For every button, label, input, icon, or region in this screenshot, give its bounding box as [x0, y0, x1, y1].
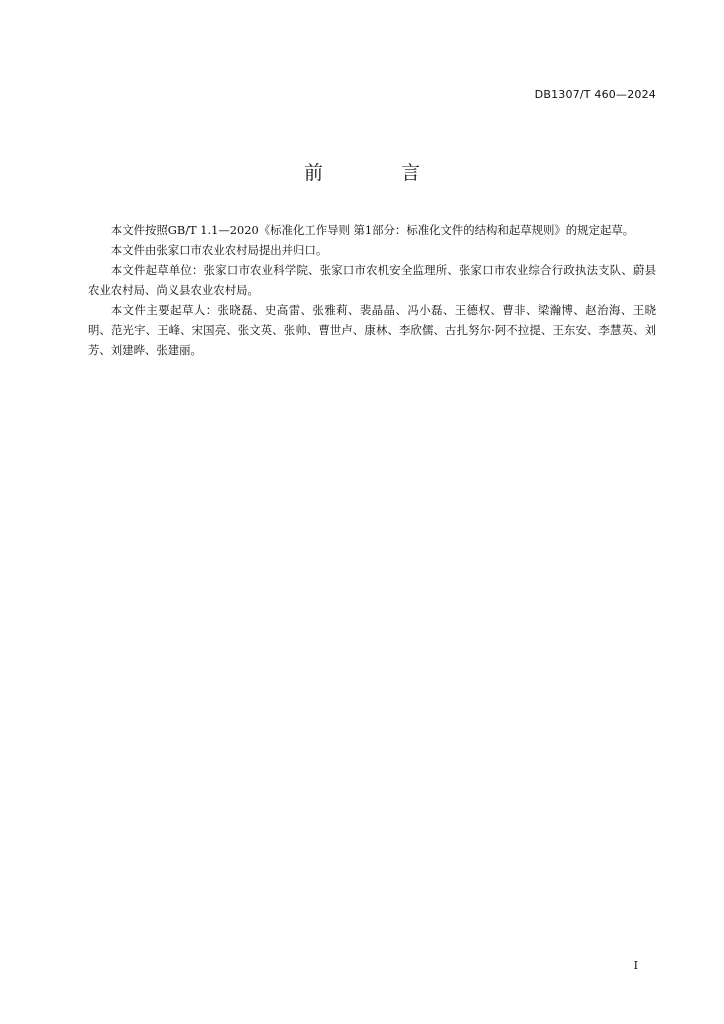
paragraph-drafting-units: 本文件起草单位：张家口市农业科学院、张家口市农机安全监理所、张家口市农业综合行政执法支队、蔚县农业农村局、尚义县农业农村局。 [88, 263, 656, 297]
foreword-body [88, 220, 656, 360]
page-title: 前 言 [303, 162, 457, 184]
paragraph-drafting-rules: 本文件按照GB/T 1.1—2020《标准化工作导则 第1部分：标准化文件的结构和起草规则》的规定起草。 [110, 223, 635, 237]
page-number: I [633, 959, 638, 972]
paragraph-main-drafters: 本文件主要起草人：张晓磊、史高雷、张雅莉、裴晶晶、冯小磊、王德权、曹非、梁瀚博、赵治海、王晓明、范光宇、王峰、宋国亮、张文英、张帅、曹世卢、康林、李欣儒、古扎努尔·阿不拉提、王东安、李慧英、刘芳、刘建晔、张建丽。 [88, 303, 656, 357]
standard-code: DB1307/T 460—2024 [534, 88, 656, 101]
paragraph-proposer: 本文件由张家口市农业农村局提出并归口。 [110, 243, 328, 257]
